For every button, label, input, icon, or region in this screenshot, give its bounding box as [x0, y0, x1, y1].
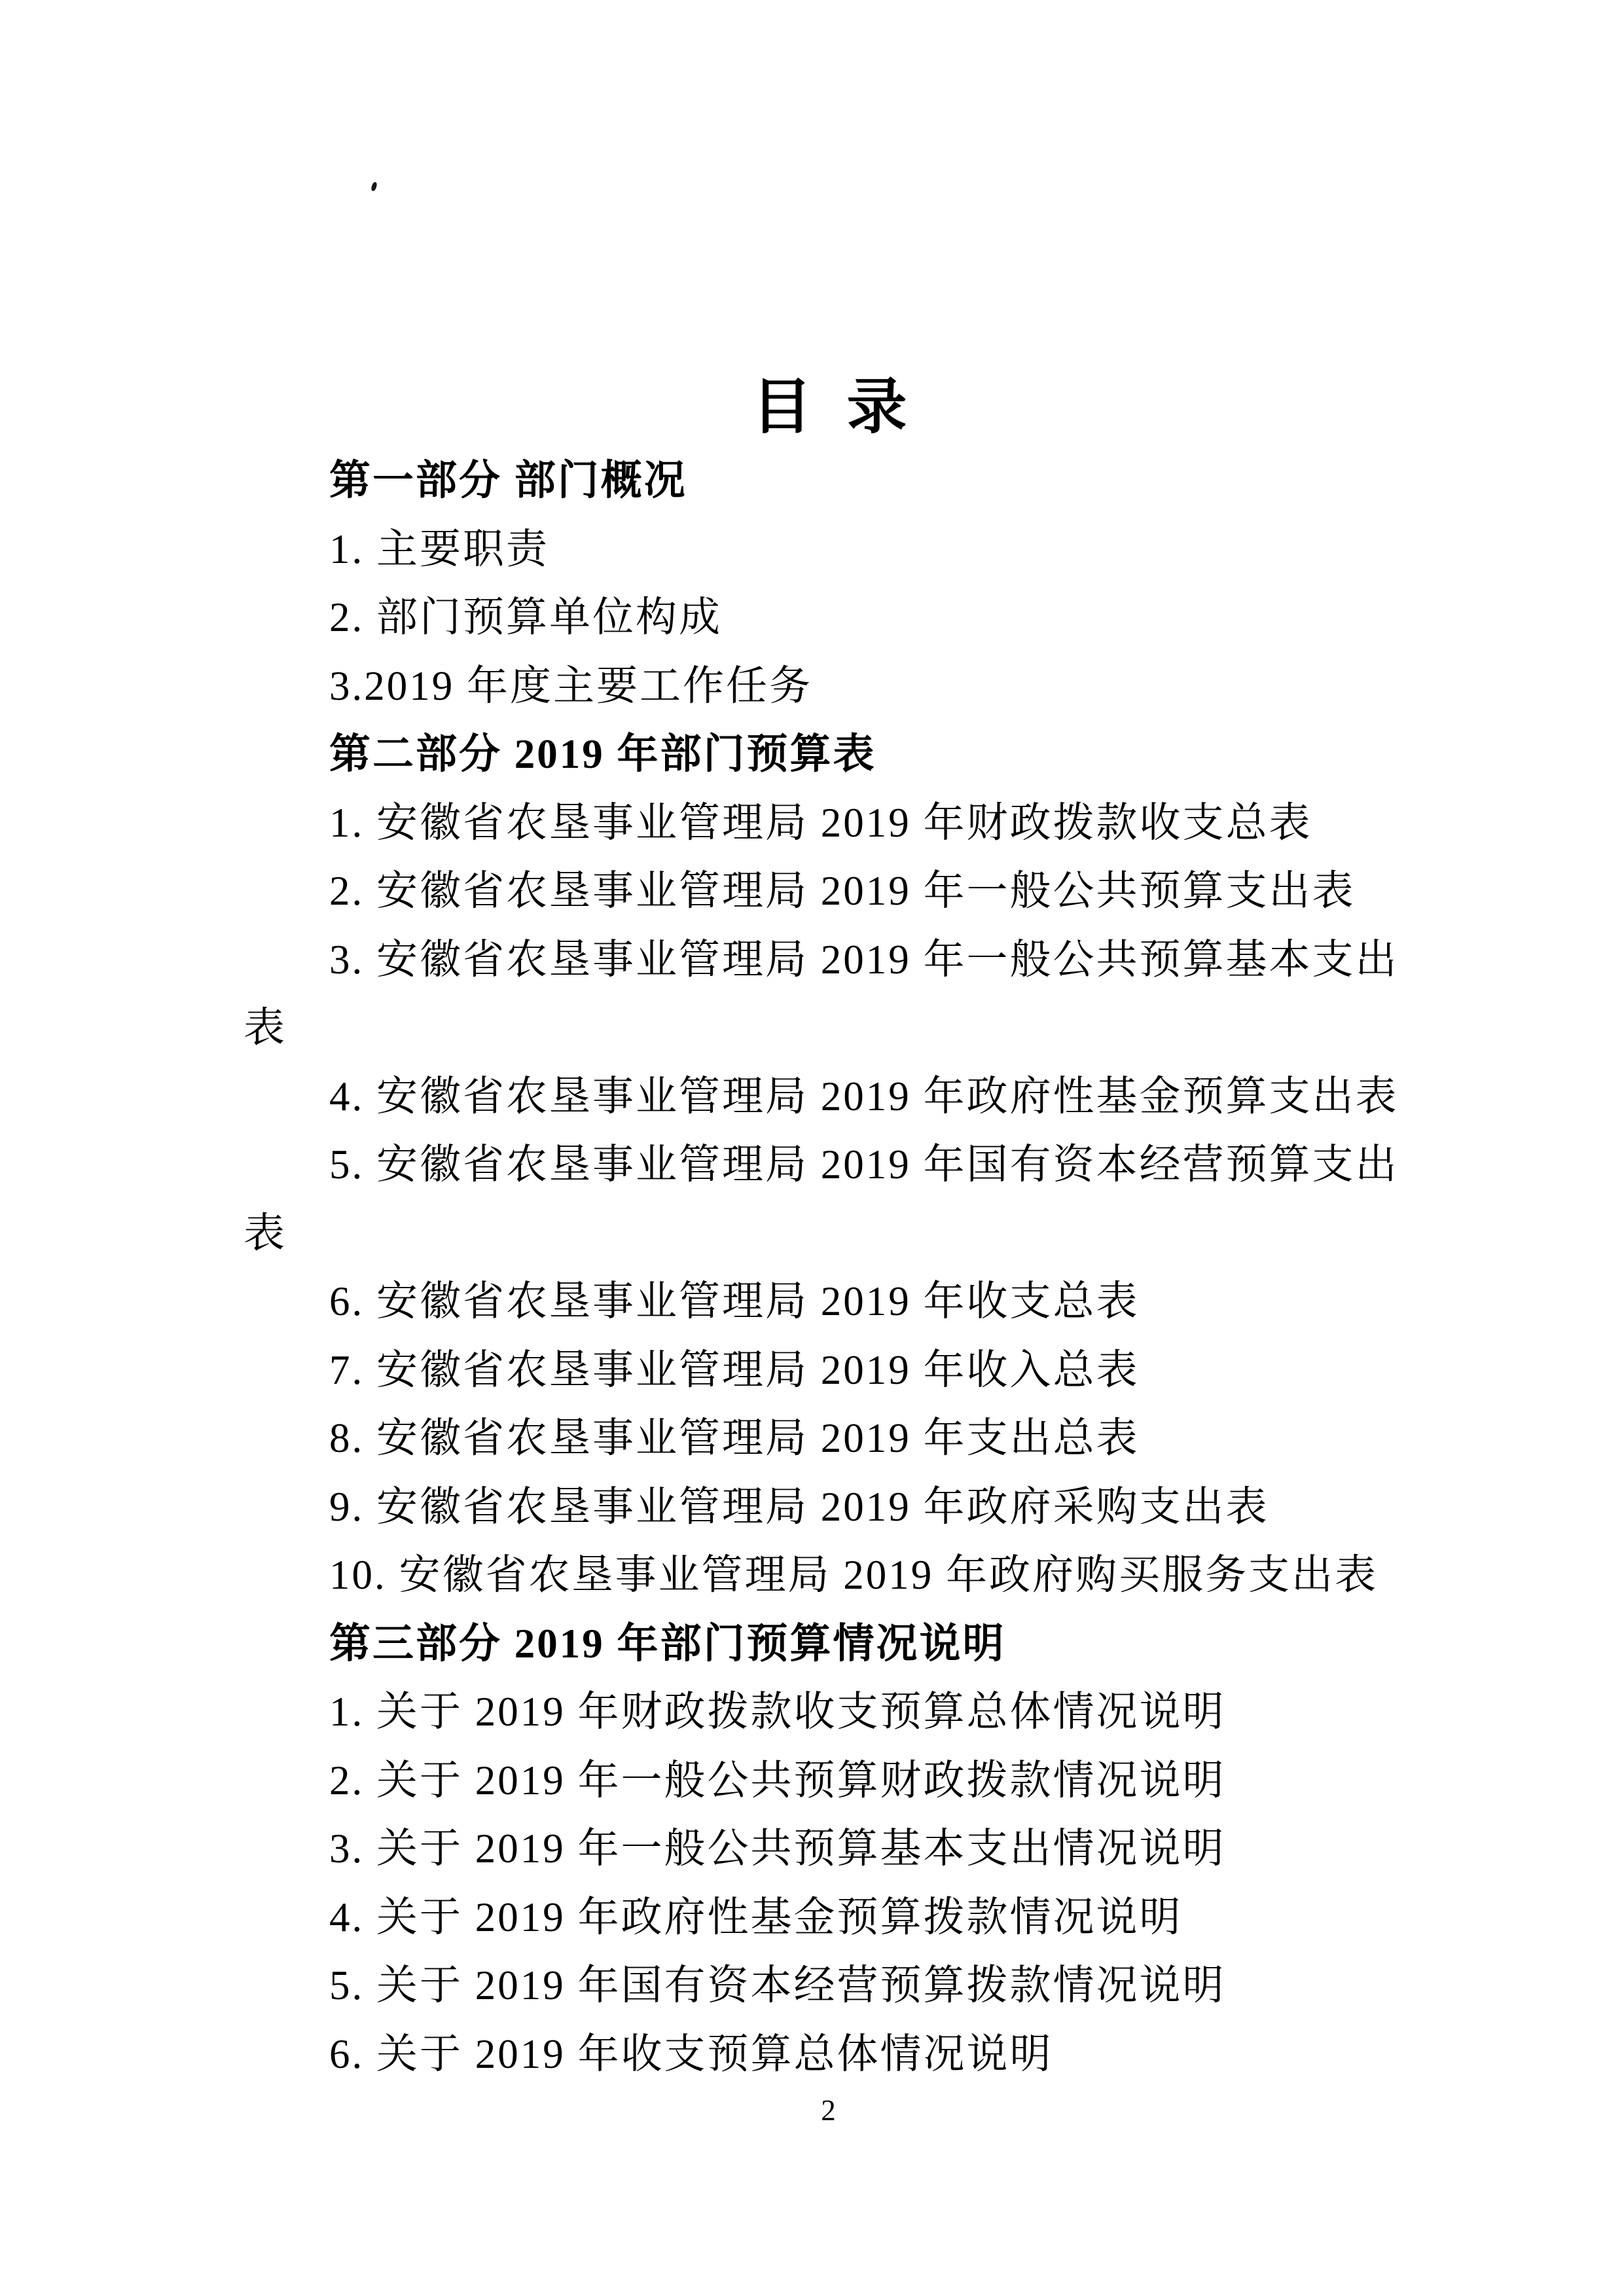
toc-entry: 8. 安徽省农垦事业管理局 2019 年支出总表: [329, 1415, 1140, 1461]
page-number: 2: [821, 2094, 836, 2127]
toc-entry: 4. 安徽省农垦事业管理局 2019 年政府性基金预算支出表: [329, 1073, 1399, 1119]
toc-entry: 5. 安徽省农垦事业管理局 2019 年国有资本经营预算支出: [329, 1142, 1399, 1187]
toc-section-heading: 第三部分 2019 年部门预算情况说明: [329, 1620, 1006, 1667]
toc-entry: 10. 安徽省农垦事业管理局 2019 年政府购买服务支出表: [329, 1552, 1378, 1598]
toc-section-heading: 第二部分 2019 年部门预算表: [329, 731, 876, 777]
toc-entry: 2. 关于 2019 年一般公共预算财政拨款情况说明: [329, 1757, 1226, 1803]
toc-entry: 6. 关于 2019 年收支预算总体情况说明: [329, 2031, 1053, 2077]
toc-entry: 2. 部门预算单位构成: [329, 594, 722, 640]
scan-artifact-speck: [370, 181, 378, 191]
toc-entry: 1. 安徽省农垦事业管理局 2019 年财政拨款收支总表: [329, 799, 1312, 846]
toc-entry: 5. 关于 2019 年国有资本经营预算拨款情况说明: [329, 1962, 1226, 2008]
toc-continuation-line: 表: [244, 1005, 287, 1051]
table-of-contents: [244, 446, 1422, 2088]
toc-entry: 4. 关于 2019 年政府性基金预算拨款情况说明: [329, 1894, 1183, 1940]
toc-entry: 1. 主要职责: [329, 526, 549, 572]
toc-entry: 6. 安徽省农垦事业管理局 2019 年收支总表: [329, 1278, 1140, 1324]
toc-entry: 9. 安徽省农垦事业管理局 2019 年政府采购支出表: [329, 1483, 1269, 1530]
document-title: 目 录: [751, 374, 909, 441]
toc-entry: 7. 安徽省农垦事业管理局 2019 年收入总表: [329, 1346, 1140, 1393]
toc-section-heading: 第一部分 部门概况: [329, 458, 687, 503]
toc-entry: 2. 安徽省农垦事业管理局 2019 年一般公共预算支出表: [329, 868, 1356, 914]
toc-entry: 3.2019 年度主要工作任务: [329, 662, 812, 709]
toc-entry: 3. 安徽省农垦事业管理局 2019 年一般公共预算基本支出: [329, 936, 1399, 983]
toc-continuation-line: 表: [244, 1210, 287, 1256]
toc-entry: 3. 关于 2019 年一般公共预算基本支出情况说明: [329, 1826, 1226, 1871]
toc-entry: 1. 关于 2019 年财政拨款收支预算总体情况说明: [329, 1689, 1226, 1735]
